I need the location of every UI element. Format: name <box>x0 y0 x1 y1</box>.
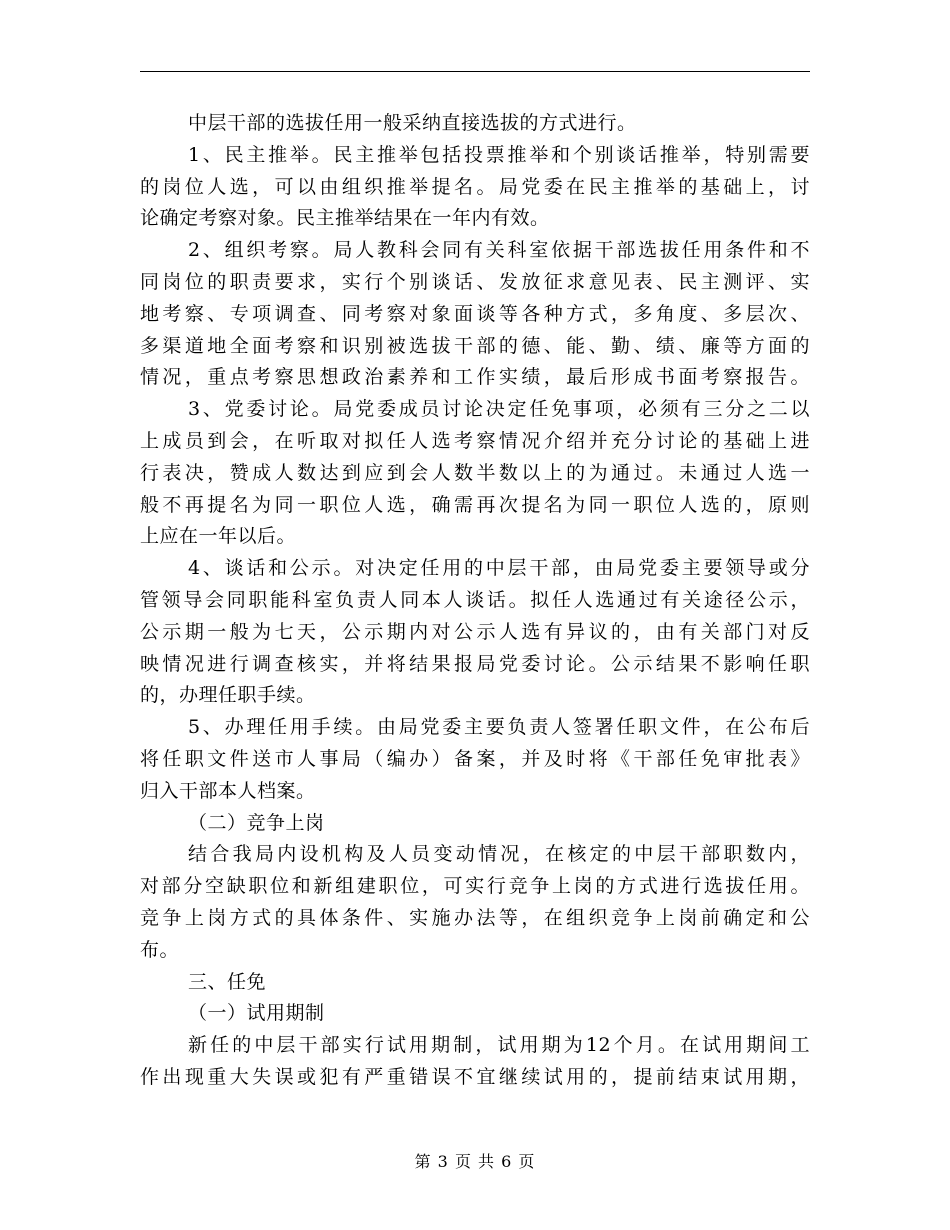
text-line: 新任的中层干部实行试用期制，试用期为12个月。在试用期间工 <box>188 1034 810 1057</box>
text-line: 竞争上岗方式的具体条件、实施办法等，在组织竞争上岗前确定和公 <box>140 906 810 929</box>
text-line: 三、任免 <box>188 970 267 993</box>
text-line: 作出现重大失误或犯有严重错误不宜继续试用的，提前结束试用期， <box>140 1065 810 1088</box>
text-line: 1、民主推举。民主推举包括投票推举和个别谈话推举，特别需要 <box>188 143 810 166</box>
text-line: 的，办理任职手续。 <box>140 684 316 707</box>
text-line: 上应在一年以后。 <box>140 525 297 548</box>
text-line: 论确定考察对象。民主推举结果在一年内有效。 <box>140 207 550 230</box>
header-rule <box>140 71 810 72</box>
text-line: 对部分空缺职位和新组建职位，可实行竞争上岗的方式进行选拔任用。 <box>140 875 810 898</box>
text-line: 上成员到会，在听取对拟任人选考察情况介绍并充分讨论的基础上进 <box>140 429 810 452</box>
text-line: 中层干部的选拔任用一般采纳直接选拔的方式进行。 <box>188 112 637 134</box>
text-line: 5、办理任用手续。由局党委主要负责人签署任职文件，在公布后 <box>188 716 810 739</box>
page-number: 第 3 页 共 6 页 <box>414 1152 536 1171</box>
text-line: 4、谈话和公示。对决定任用的中层干部，由局党委主要领导或分 <box>188 557 810 580</box>
text-line: 同岗位的职责要求，实行个别谈话、发放征求意见表、民主测评、实 <box>140 270 810 293</box>
text-line: 2、组织考察。局人教科会同有关科室依据干部选拔任用条件和不 <box>188 239 810 262</box>
text-line: 映情况进行调查核实，并将结果报局党委讨论。公示结果不影响任职 <box>140 652 810 675</box>
text-line: 结合我局内设机构及人员变动情况，在核定的中层干部职数内， <box>188 843 810 866</box>
text-line: 地考察、专项调查、同考察对象面谈等各种方式，多角度、多层次、 <box>140 302 810 325</box>
page-footer <box>0 1152 950 1172</box>
text-line: 般不再提名为同一职位人选，确需再次提名为同一职位人选的，原则 <box>140 493 810 516</box>
text-line: 将任职文件送市人事局（编办）备案，并及时将《干部任免审批表》 <box>140 747 810 770</box>
text-line: 的岗位人选，可以由组织推举提名。局党委在民主推举的基础上，讨 <box>140 175 810 198</box>
text-line: （二）竞争上岗 <box>188 811 325 834</box>
text-line: 3、党委讨论。局党委成员讨论决定任免事项，必须有三分之二以 <box>188 398 810 421</box>
text-line: 行表决，赞成人数达到应到会人数半数以上的为通过。未通过人选一 <box>140 461 810 484</box>
text-line: 情况，重点考察思想政治素养和工作实绩，最后形成书面考察报告。 <box>140 366 810 389</box>
text-line: 公示期一般为七天，公示期内对公示人选有异议的，由有关部门对反 <box>140 620 810 643</box>
text-line: 多渠道地全面考察和识别被选拔干部的德、能、勤、绩、廉等方面的 <box>140 334 810 357</box>
text-line: 归入干部本人档案。 <box>140 779 316 802</box>
document-body <box>140 108 810 1094</box>
text-line: （一）试用期制 <box>188 1002 325 1025</box>
text-line: 管领导会同职能科室负责人同本人谈话。拟任人选通过有关途径公示， <box>140 588 810 611</box>
text-line: 布。 <box>140 938 180 961</box>
